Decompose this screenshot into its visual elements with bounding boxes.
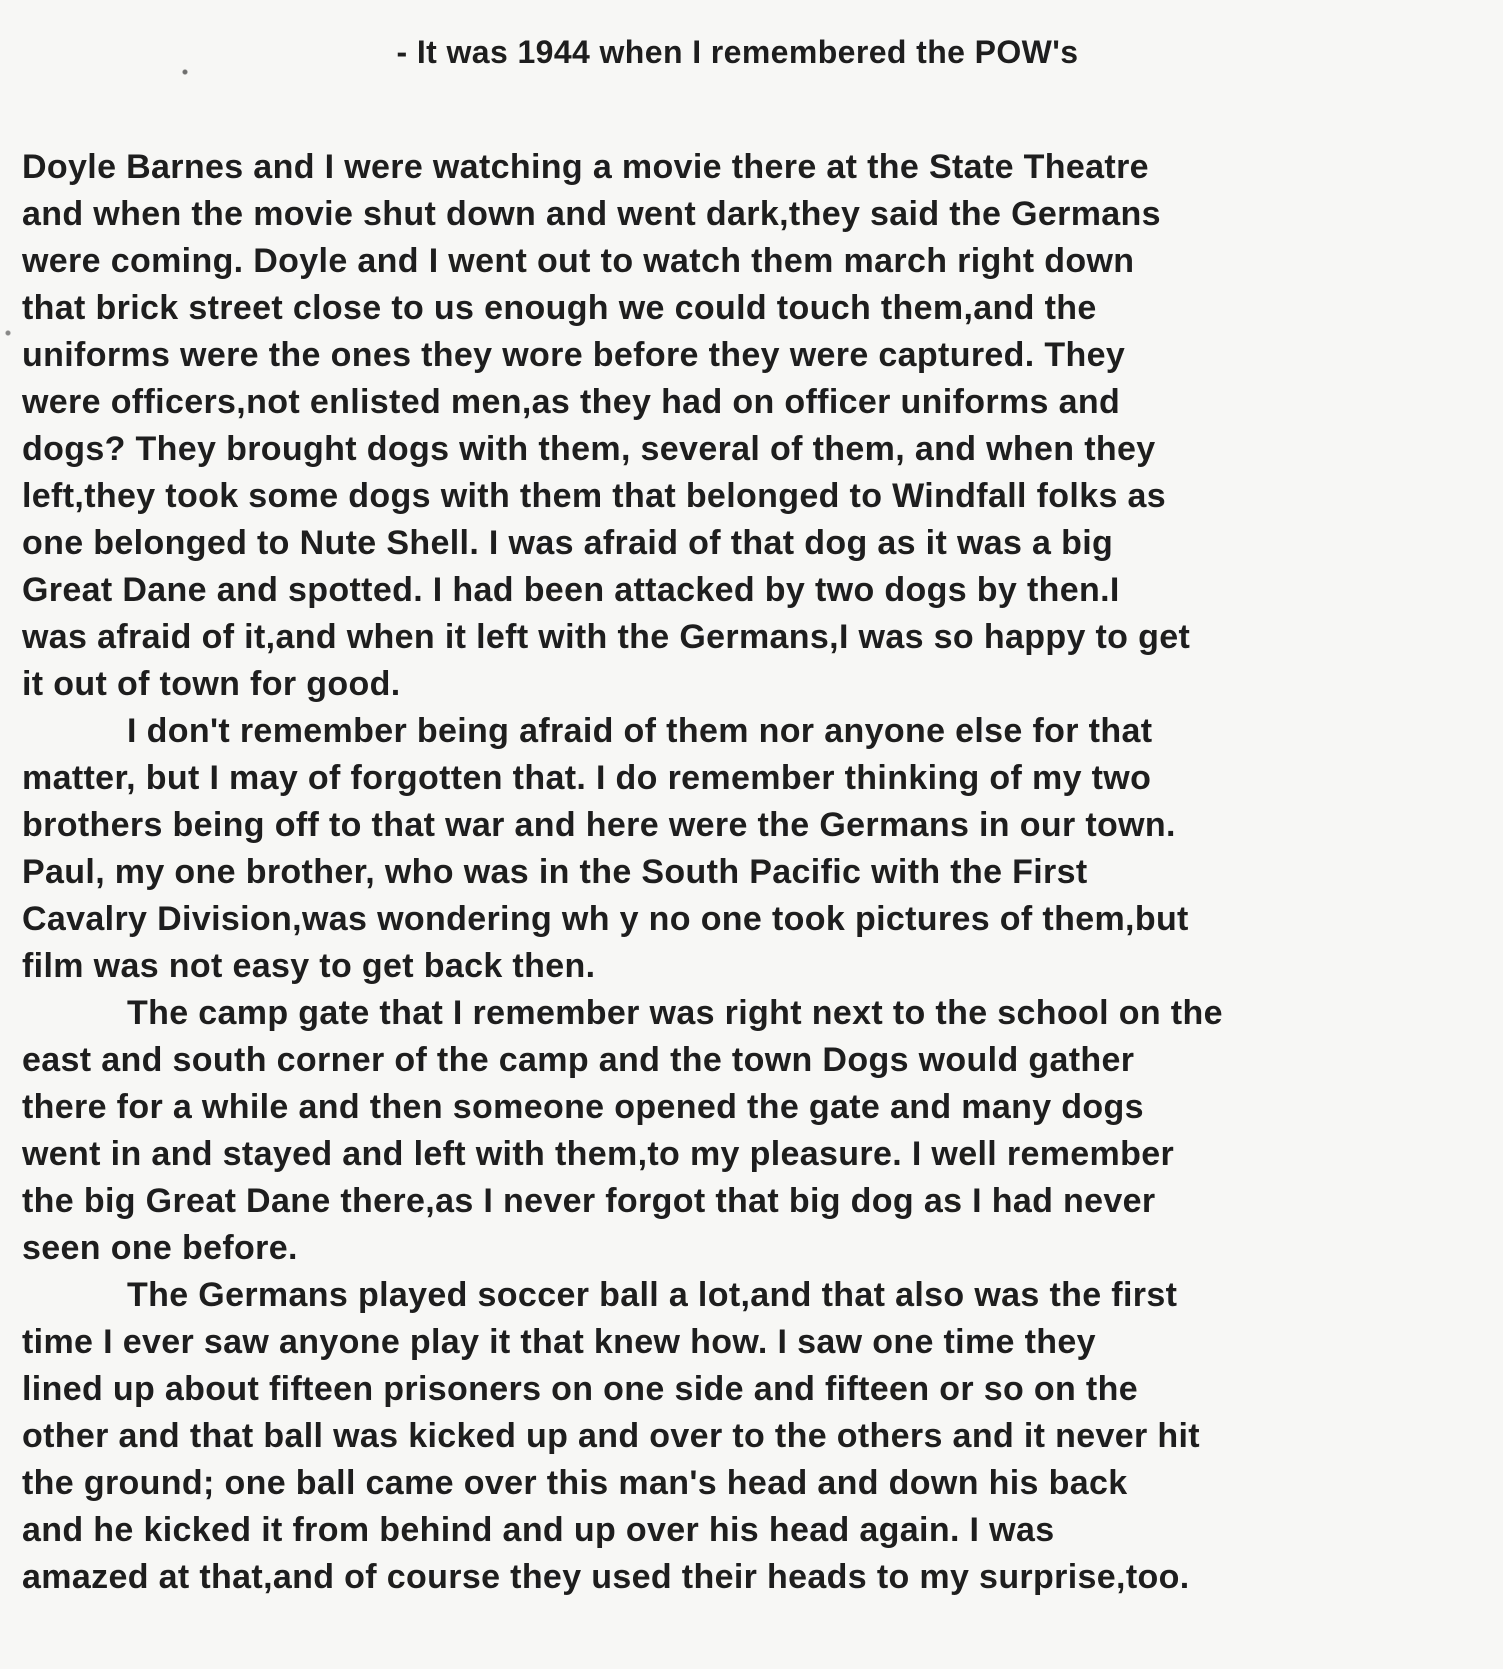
paragraph-3 — [22, 990, 1433, 1272]
text-line: Doyle Barnes and I were watching a movie there at the State Theatre — [22, 148, 1149, 186]
text-line: time I ever saw anyone play it that knew how. I saw one time they — [22, 1323, 1096, 1361]
paragraph-text — [22, 990, 1433, 1272]
text-line: went in and stayed and left with them,to my pleasure. I well remember — [22, 1135, 1175, 1173]
paragraph-text — [22, 144, 1433, 708]
text-line: film was not easy to get back then. — [22, 947, 596, 985]
text-line: The camp gate that I remember was right next to the school on the — [127, 994, 1223, 1032]
text-line: amazed at that,and of course they used their heads to my surprise,too. — [22, 1558, 1190, 1596]
text-line: Cavalry Division,was wondering wh y no one took pictures of them,but — [22, 900, 1189, 938]
text-line: I don't remember being afraid of them nor anyone else for that — [127, 712, 1153, 750]
paragraph-4 — [22, 1272, 1433, 1601]
text-line: left,they took some dogs with them that belonged to Windfall folks as — [22, 477, 1167, 515]
text-line: the ground; one ball came over this man's head and down his back — [22, 1464, 1128, 1502]
text-line: one belonged to Nute Shell. I was afraid of that dog as it was a big — [22, 524, 1114, 562]
text-line: Great Dane and spotted. I had been attacked by two dogs by then.I — [22, 571, 1120, 609]
paragraph-1 — [22, 144, 1433, 708]
text-line: were coming. Doyle and I went out to watch them march right down — [22, 242, 1135, 280]
text-line: that brick street close to us enough we could touch them,and the — [22, 289, 1097, 327]
text-line: other and that ball was kicked up and over to the others and it never hit — [22, 1417, 1200, 1455]
text-line: brothers being off to that war and here were the Germans in our town. — [22, 806, 1176, 844]
text-line: and when the movie shut down and went dark,they said the Germans — [22, 195, 1161, 233]
text-line: there for a while and then someone opened the gate and many dogs — [22, 1088, 1144, 1126]
paragraph-text — [22, 708, 1433, 990]
text-line: uniforms were the ones they wore before they were captured. They — [22, 336, 1126, 374]
text-line: was afraid of it,and when it left with the Germans,I was so happy to get — [22, 618, 1191, 656]
text-line: lined up about fifteen prisoners on one side and fifteen or so on the — [22, 1370, 1138, 1408]
document-title: ‐ It was 1944 when I remembered the POW's — [396, 34, 1079, 70]
text-line: east and south corner of the camp and the town Dogs would gather — [22, 1041, 1135, 1079]
text-line: were officers,not enlisted men,as they had on officer uniforms and — [22, 383, 1121, 421]
paragraph-text — [22, 1272, 1433, 1601]
text-line: and he kicked it from behind and up over his head again. I was — [22, 1511, 1055, 1549]
text-line: matter, but I may of forgotten that. I do remember thinking of my two — [22, 759, 1152, 797]
text-line: The Germans played soccer ball a lot,and that also was the first — [127, 1276, 1178, 1314]
text-line: seen one before. — [22, 1229, 298, 1267]
text-line: the big Great Dane there,as I never forgot that big dog as I had never — [22, 1182, 1156, 1220]
paragraph-2 — [22, 708, 1433, 990]
text-line: Paul, my one brother, who was in the South Pacific with the First — [22, 853, 1088, 891]
text-line: it out of town for good. — [22, 665, 401, 703]
text-line: dogs? They brought dogs with them, several of them, and when they — [22, 430, 1156, 468]
